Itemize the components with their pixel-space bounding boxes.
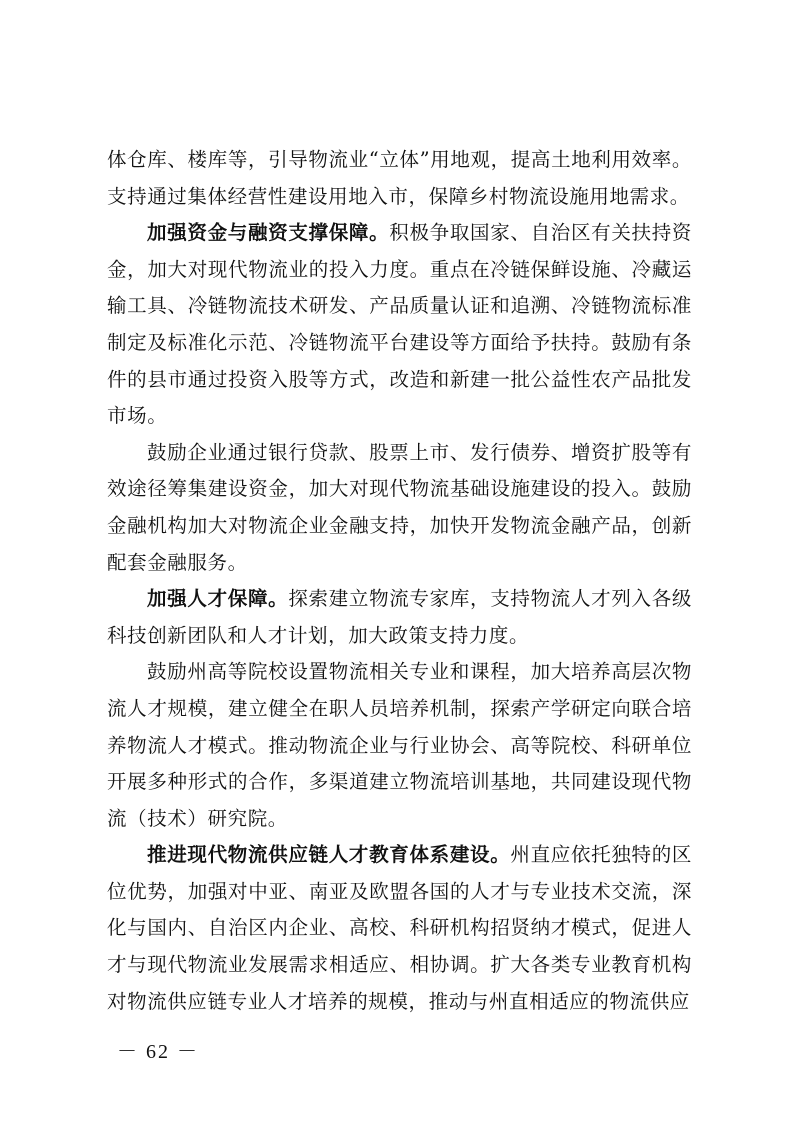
paragraph-4-text: 探索建立物流专家库，支持物流人才列入各级科技创新团队和人才计划，加大政策支持力度。 — [107, 587, 692, 647]
paragraph-6-text: 州直应依托独特的区位优势，加强对中亚、南亚及欧盟各国的人才与专业技术交流，深化与国内、自治区内企业、高校、科研机构招贤纳才模式，促进人才与现代物流业发展需求相适应、相协调。扩大各类专业教育机构对物流供应链专业人才培养的规模，推动与州直相适应的物流供应 — [107, 843, 692, 1013]
paragraph-2 — [107, 215, 692, 435]
paragraph-3-text: 鼓励企业通过银行贷款、股票上市、发行债券、增资扩股等有效途径筹集建设资金，加大对现代物流基础设施建设的投入。鼓励金融机构加大对物流企业金融支持，加快开发物流金融产品，创新配套金融服务。 — [107, 440, 692, 574]
paragraph-4 — [107, 581, 692, 654]
paragraph-2-heading: 加强资金与融资支撑保障。 — [147, 221, 390, 245]
paragraph-5-text: 鼓励州高等院校设置物流相关专业和课程，加大培养高层次物流人才规模，建立健全在职人员培养机制，探索产学研定向联合培养物流人才模式。推动物流企业与行业协会、高等院校、科研单位开展多种形式的合作，多渠道建立物流培训基地，共同建设现代物流（技术）研究院。 — [107, 660, 692, 830]
page-number: － 62 － — [117, 1041, 199, 1063]
paragraph-4-heading: 加强人才保障。 — [147, 587, 289, 611]
paragraph-1-text: 体仓库、楼库等，引导物流业“立体”用地观，提高土地利用效率。支持通过集体经营性建设用地入市，保障乡村物流设施用地需求。 — [107, 148, 692, 208]
paragraph-2-text: 积极争取国家、自治区有关扶持资金，加大对现代物流业的投入力度。重点在冷链保鲜设施、冷藏运输工具、冷链物流技术研发、产品质量认证和追溯、冷链物流标准制定及标准化示范、冷链物流平台建设等方面给予扶持。鼓励有条件的县市通过投资入股等方式，改造和新建一批公益性农产品批发市场。 — [107, 221, 692, 428]
paragraph-5 — [107, 654, 692, 837]
document-body — [107, 142, 692, 1020]
paragraph-1 — [107, 142, 692, 215]
paragraph-6 — [107, 837, 692, 1020]
paragraph-3 — [107, 435, 692, 581]
paragraph-6-heading: 推进现代物流供应链人才教育体系建设。 — [147, 843, 511, 867]
